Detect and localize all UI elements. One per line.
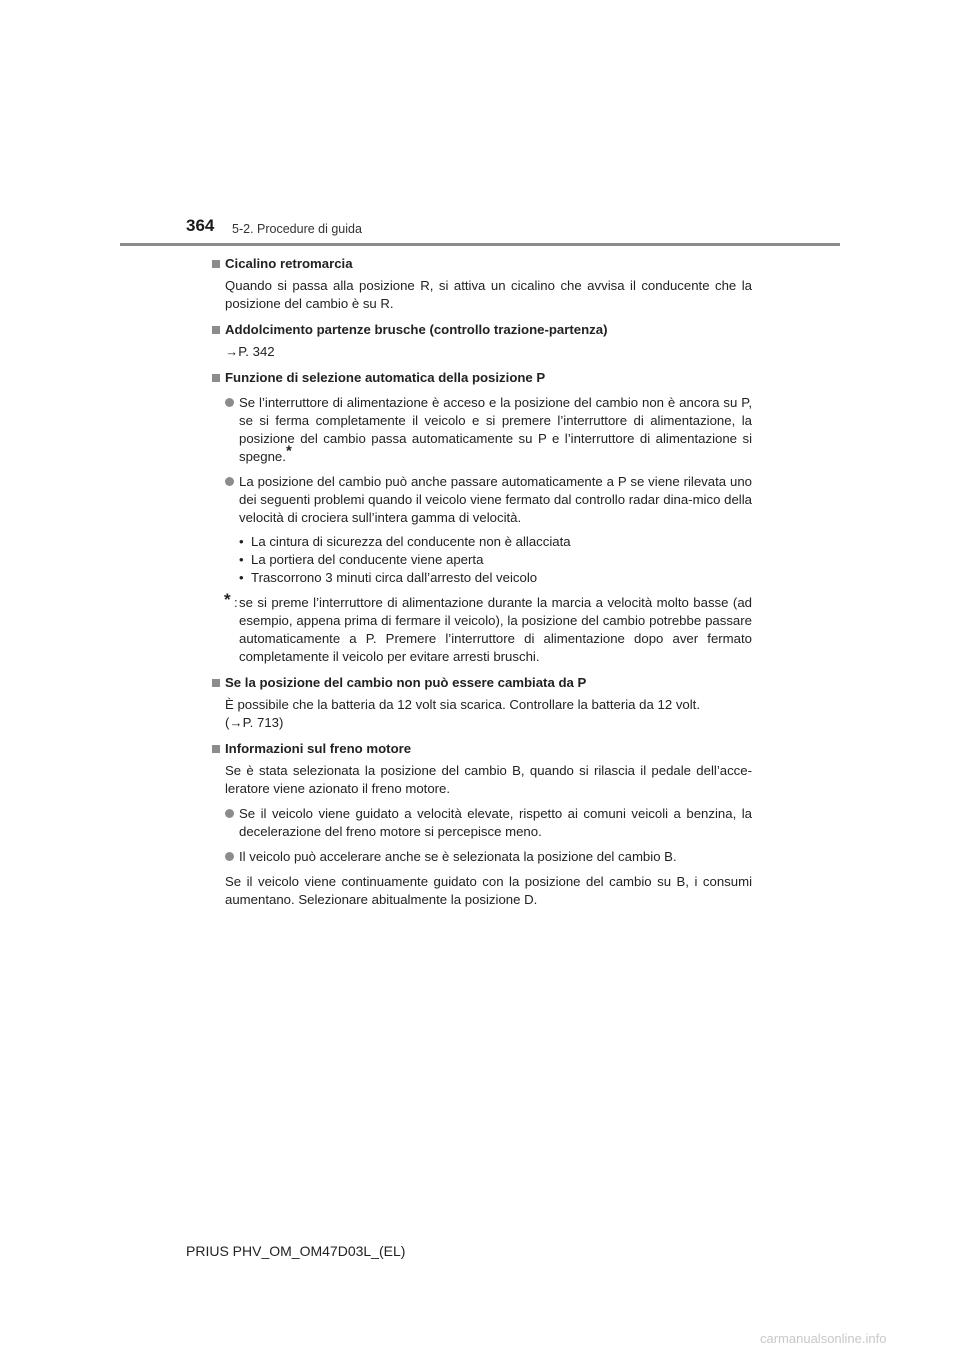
bullet-item: Il veicolo può accelerare anche se è selezionata la posizione del cambio B. (212, 848, 752, 866)
sub-list (212, 533, 752, 587)
bullet-item: Se l’interruttore di alimentazione è acceso e la posizione del cambio non è ancora su P, se si ferma completamente il veicolo e si premere l’interruttore di alimentazione, la posizione del cambio passa automaticamente su P e l’interruttore di alimentazione si spegne.* (212, 394, 752, 466)
footnote-star: * (285, 442, 292, 460)
paragraph-freno-2: Se il veicolo viene continuamente guidato con la posizione del cambio su B, i consumi aumentano. Selezionare abitualmente la posizione D. (225, 874, 752, 907)
circle-bullet-icon (225, 852, 234, 861)
heading-cambio-p: Se la posizione del cambio non può essere cambiata da P (212, 674, 752, 692)
page-content (212, 255, 752, 909)
paragraph-cicalino: Quando si passa alla posizione R, si attiva un cicalino che avvisa il conducente che la posizione del cambio è su R. (225, 278, 752, 311)
heading-funzione-p: Funzione di selezione automatica della posizione P (212, 369, 752, 387)
page-reference-link[interactable]: →P. 342 (225, 344, 275, 359)
footnote-star: * (224, 590, 231, 609)
list-item: • La portiera del conducente viene aperta (239, 552, 484, 567)
paragraph-freno: Se è stata selezionata la posizione del cambio B, quando si rilascia il pedale dell’acce-leratore viene azionato il freno motore. (225, 763, 752, 796)
square-bullet-icon (212, 374, 220, 382)
dot-marker: • (239, 552, 244, 567)
heading-freno-motore: Informazioni sul freno motore (212, 740, 752, 758)
heading-cicalino: Cicalino retromarcia (212, 255, 752, 273)
document-id: PRIUS PHV_OM_OM47D03L_(EL) (186, 1243, 406, 1259)
square-bullet-icon (212, 745, 220, 753)
dot-marker: • (239, 570, 244, 585)
circle-bullet-icon (225, 398, 234, 407)
list-item: • La cintura di sicurezza del conducente non è allacciata (239, 534, 571, 549)
page-number: 364 (186, 216, 215, 235)
footnote: * : se si preme l’interruttore di alimentazione durante la marcia a velocità molto basse (ad esempio, appena prima di fermare il veicolo), la posizione del cambio potrebbe passare automaticamente a P. Premere l’interruttore di alimentazione dopo aver fermato completamente il veicolo per evitare arresti bruschi. (224, 590, 752, 664)
list-item: • Trascorrono 3 minuti circa dall’arresto del veicolo (239, 570, 538, 585)
watermark: carmanualsonline.info (760, 1331, 887, 1346)
header-rule (120, 243, 840, 246)
square-bullet-icon (212, 260, 220, 268)
square-bullet-icon (212, 326, 220, 334)
section-header: 5-2. Procedure di guida (232, 222, 362, 236)
bullet-item: La posizione del cambio può anche passare automaticamente a P se viene rilevata uno dei seguenti problemi quando il veicolo viene fermato dal controllo radar dina-mico della velocità di crociera sull’intera gamma di velocità. (212, 473, 752, 527)
circle-bullet-icon (225, 477, 234, 486)
square-bullet-icon (212, 679, 220, 687)
dot-marker: • (239, 534, 244, 549)
page-reference-link[interactable]: (→P. 713) (225, 715, 284, 730)
paragraph-cambio: È possibile che la batteria da 12 volt sia scarica. Controllare la batteria da 12 volt. (225, 697, 701, 712)
circle-bullet-icon (225, 809, 234, 818)
bullet-item: Se il veicolo viene guidato a velocità elevate, rispetto ai comuni veicoli a benzina, la decelerazione del freno motore si percepisce meno. (212, 805, 752, 841)
footnote-colon: : (234, 595, 238, 610)
heading-addolcimento: Addolcimento partenze brusche (controllo trazione-partenza) (212, 321, 752, 339)
